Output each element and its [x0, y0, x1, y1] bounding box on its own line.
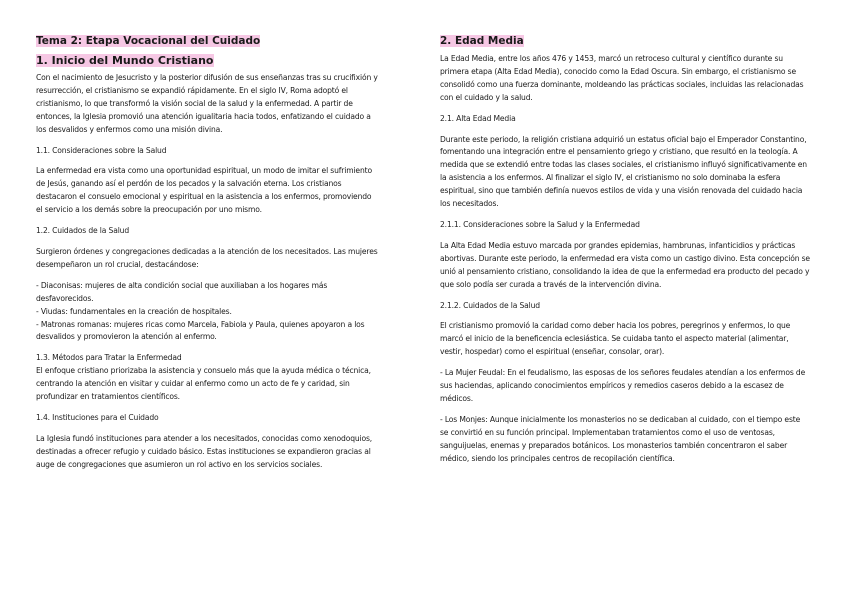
- subsection-1-4-text: La Iglesia fundó instituciones para atender a los necesitados, conocidas como xenodoquios, destinadas a ofrecer refugio y cuidado básico. Estas instituciones se expandieron gracias al auge de congregaciones que asumieron un rol activo en los servicios sociales.: [36, 433, 373, 469]
- subsection-1-2-title: 1.2. Cuidados de la Salud: [36, 226, 129, 236]
- section-2-intro: La Edad Media, entre los años 476 y 1453, marcó un retroceso cultural y científico durante su primera etapa (Alta Edad Media), conocido como la Edad Oscura. Sin embargo, el cristianismo se consolidó como una fuerza dominante, moldeando las prácticas sociales, incluidas las relacionadas con el cuidado y la salud.: [440, 54, 804, 102]
- list-item: - Matronas romanas: mujeres ricas como Marcela, Fabiola y Paula, quienes apoyaron a los desvalidos y promovieron la atención al enfermo.: [36, 319, 365, 342]
- list-item: - Diaconisas: mujeres de alta condición social que auxiliaban a los hogares más desfavorecidos.: [36, 280, 328, 303]
- list-item: - Viudas: fundamentales en la creación de hospitales.: [36, 306, 232, 316]
- subsection-1-1-text: La enfermedad era vista como una oportunidad espiritual, un modo de imitar el sufrimiento de Jesús, ganando así el perdón de los pecados y la salvación eterna. Los cristianos destacaron el consuelo emocional y espiritual en la asistencia a los enfermos, promoviendo el servicio a los demás sobre la preocupación por uno mismo.: [36, 166, 372, 215]
- monks-paragraph: - Los Monjes: Aunque inicialmente los monasterios no se dedicaban al cuidado, con el tiempo este se convirtió en su función principal. Implementaban tratamientos como el uso de ventosas, sanguijuelas, enemas y preparados botánicos. Los monasterios también concentraron el saber médico, siendo los principales centros de recopilación científica.: [440, 414, 801, 463]
- subsection-2-1-1-text: La Alta Edad Media estuvo marcada por grandes epidemias, hambrunas, infanticidios y prácticas abortivas. Durante este periodo, la enfermedad era vista como un castigo divino. Esta concepción se unió al pensamiento cristiano, consolidando la idea de que la enfermedad era producto del pecado y que solo podía ser curada a través de la intervención divina.: [440, 240, 810, 289]
- women-roles-list: [36, 280, 380, 345]
- section-2-title: 2. Edad Media: [440, 35, 524, 47]
- subsection-2-1-2-text: El cristianismo promovió la caridad como deber hacia los pobres, peregrinos y enfermos, lo que marcó el inicio de la beneficencia eclesiástica. Se cuidaba tanto el aspecto material (alimentar, vestir, hospedar) como el espiritual (enseñar, consolar, orar).: [440, 321, 791, 357]
- left-column: [36, 34, 380, 480]
- section-1-title: 1. Inicio del Mundo Cristiano: [36, 54, 214, 67]
- subsection-1-2-text: Surgieron órdenes y congregaciones dedicadas a la atención de los necesitados. Las mujeres desempeñaron un rol crucial, destacándose:: [36, 246, 378, 269]
- subsection-1-4-title: 1.4. Instituciones para el Cuidado: [36, 412, 159, 422]
- section-1-intro: Con el nacimiento de Jesucristo y la posterior difusión de sus enseñanzas tras su crucifixión y resurrección, el cristianismo se expandió rápidamente. En el siglo IV, Roma adoptó el cristianismo, lo que transformó la visión social de la salud y la enfermedad. A partir de entonces, la Iglesia promovió una atención igualitaria hacia todos, enfatizando el cuidado a los desvalidos y enfermos como una misión divina.: [36, 73, 378, 134]
- feudal-woman-paragraph: - La Mujer Feudal: En el feudalismo, las esposas de los señores feudales atendían a los enfermos de sus haciendas, aplicando conocimientos empíricos y remedios caseros debido a la escasez de médicos.: [440, 368, 806, 403]
- subsection-2-1-title: 2.1. Alta Edad Media: [440, 113, 516, 123]
- subsection-2-1-2-title: 2.1.2. Cuidados de la Salud: [440, 300, 540, 310]
- document-title: Tema 2: Etapa Vocacional del Cuidado: [36, 35, 261, 47]
- subsection-1-1-title: 1.1. Consideraciones sobre la Salud: [36, 145, 167, 155]
- subsection-1-3-title: 1.3. Métodos para Tratar la Enfermedad: [36, 353, 182, 363]
- subsection-2-1-text: Durante este periodo, la religión cristiana adquirió un estatus oficial bajo el Emperador Constantino, fomentando una integración entre el pensamiento griego y cristiano, que resultó en la teología. A medida que se extendió entre todas las clases sociales, el cristianismo influyó significativamente en la asistencia a los enfermos. Al finalizar el siglo IV, el cristianismo no solo dominaba la esfera espiritual, sino que también definía nuevos estilos de vida y una visión renovada del cuidado hacia los necesitados.: [440, 134, 807, 209]
- right-column: [440, 34, 810, 473]
- subsection-1-3-text: El enfoque cristiano priorizaba la asistencia y consuelo más que la ayuda médica o técnica, centrando la atención en visitar y cuidar al enfermo como un acto de fe y caridad, sin profundizar en tratamientos científicos.: [36, 366, 371, 402]
- subsection-2-1-1-title: 2.1.1. Consideraciones sobre la Salud y la Enfermedad: [440, 219, 640, 229]
